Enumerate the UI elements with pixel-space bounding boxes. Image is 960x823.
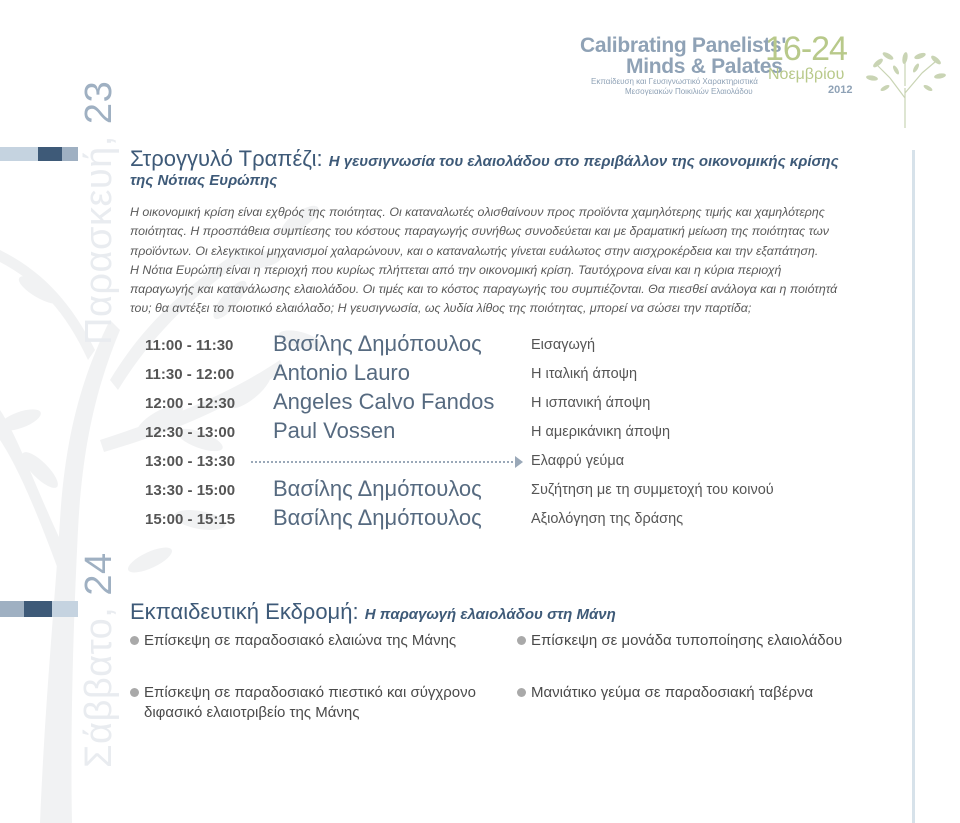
schedule-time: 12:00 - 12:30 — [145, 395, 236, 412]
schedule-time: 13:30 - 15:00 — [145, 482, 236, 499]
bullet-text: Επίσκεψη σε μονάδα τυποποίησης ελαιολάδου — [531, 632, 843, 649]
schedule-time: 11:00 - 11:30 — [145, 337, 234, 354]
intro-line: Η Νότια Ευρώπη είναι η περιοχή που κυρίως πλήττεται από την οικονομική κρίση. Ταυτόχρονα είναι και η κύρια περιοχή — [130, 262, 782, 277]
logo-subtitle-line1: Εκπαίδευση και Γευσιγνωστικό Χαρακτηριστικά — [591, 77, 758, 86]
logo-year: 2012 — [828, 84, 853, 96]
schedule-speaker: Angeles Calvo Fandos — [273, 389, 495, 414]
excursion-bullet — [144, 631, 456, 651]
schedule-speaker: Βασίλης Δημόπουλος — [273, 331, 482, 356]
day-number: 23 — [78, 80, 120, 125]
day-name: Σάββατο, — [78, 606, 120, 768]
schedule-topic: Ελαφρύ γεύμα — [531, 453, 625, 469]
schedule-time: 15:00 - 15:15 — [145, 511, 236, 528]
logo-subtitle-line2: Μεσογειακών Ποικιλιών Ελαιολάδου — [625, 87, 753, 96]
excursion-bullet — [531, 631, 842, 651]
bullet-text: Μανιάτικο γεύμα σε παραδοσιακή ταβέρνα — [531, 684, 814, 701]
excursion-heading — [130, 599, 616, 625]
olive-tree-icon — [860, 38, 950, 128]
decor-square — [38, 147, 62, 161]
roundtable-title: Στρογγυλό Τραπέζι: — [130, 146, 323, 171]
excursion-title: Εκπαιδευτική Εκδρομή: — [130, 599, 359, 624]
schedule-speaker: Antonio Lauro — [273, 360, 410, 385]
roundtable-heading — [130, 146, 839, 172]
bullet-dot-icon — [130, 688, 139, 697]
dotted-arrow-line — [251, 461, 517, 463]
logo-days: 16-24 — [765, 30, 847, 68]
intro-line: ποιότητας. Η προσπάθεια συμπίεσης του κόστους παραγωγής συνήθως συνοδεύεται και με δραματική μείωση της ποιότητας των — [130, 224, 829, 239]
decor-square — [0, 601, 24, 617]
intro-line: παραγωγής και κατανάλωσης ελαιολάδου. Οι τιμές και το κόστος παραγωγής του συμπιέζονται. Θα πιεσθεί ανάλογα και η ποιότητά — [130, 282, 838, 297]
excursion-subtitle: Η παραγωγή ελαιολάδου στη Μάνη — [364, 606, 616, 623]
logo-title-line1: Calibrating Panelists' — [580, 34, 787, 57]
bullet-text: Επίσκεψη σε παραδοσιακό πιεστικό και σύγχρονο — [144, 684, 476, 701]
bullet-dot-icon — [517, 688, 526, 697]
decor-square — [52, 601, 78, 617]
arrow-right-icon — [515, 456, 523, 468]
decor-square — [62, 147, 78, 161]
intro-line: προϊόντων. Οι ελεγκτικοί μηχανισμοί χαλαρώνουν, και ο καταναλωτής γίνεται ευάλωτος στην αισχροκέρδεια και την εξαπάτηση. — [130, 243, 819, 258]
day-number: 24 — [78, 552, 120, 596]
schedule-topic: Η ισπανική άποψη — [531, 395, 651, 411]
schedule-topic: Η αμερικάνικη άποψη — [531, 424, 671, 440]
schedule-time: 12:30 - 13:00 — [145, 424, 236, 441]
logo-title-line2: Minds & Palates — [626, 55, 783, 78]
excursion-bullet — [531, 683, 813, 703]
decor-square — [24, 601, 52, 617]
intro-line: Η οικονομική κρίση είναι εχθρός της ποιότητας. Οι καταναλωτές ολισθαίνουν προς προϊόντα χαμηλότερης τιμής και χαμηλότερης — [130, 205, 825, 219]
schedule-topic: Η ιταλική άποψη — [531, 366, 638, 382]
schedule-speaker: Βασίλης Δημόπουλος — [273, 505, 482, 530]
schedule-speaker: Βασίλης Δημόπουλος — [273, 476, 482, 501]
bullet-dot-icon — [130, 636, 139, 645]
decor-square — [0, 147, 38, 161]
schedule-time: 11:30 - 12:00 — [145, 366, 235, 383]
intro-line: του; θα αντέξει το ποιοτικό ελαιόλαδο; Η γευσιγνωσία, ως λυδία λίθος της ποιότητας, μπορεί να σώσει την παρτίδα; — [130, 301, 752, 316]
right-vertical-rule — [912, 150, 915, 823]
schedule-topic: Αξιολόγηση της δράσης — [531, 511, 684, 527]
roundtable-intro — [130, 203, 890, 319]
schedule-topic: Συζήτηση με τη συμμετοχή του κοινού — [531, 482, 774, 498]
schedule-topic: Εισαγωγή — [531, 337, 596, 353]
day-label-friday — [78, 81, 121, 345]
schedule-speaker: Paul Vossen — [273, 418, 396, 443]
event-logo — [575, 30, 955, 130]
logo-month: Νοεμβρίου — [768, 66, 845, 83]
day-name: Παρασκευή, — [78, 135, 120, 345]
excursion-bullet — [144, 683, 476, 723]
bullet-text-continued: διφασικό ελαιοτριβείο της Μάνης — [144, 704, 360, 721]
schedule-time: 13:00 - 13:30 — [145, 453, 236, 470]
roundtable-subtitle: Η γευσιγνωσία του ελαιολάδου στο περιβάλλον της οικονομικής κρίσης — [328, 153, 839, 170]
bullet-dot-icon — [517, 636, 526, 645]
bullet-text: Επίσκεψη σε παραδοσιακό ελαιώνα της Μάνης — [144, 632, 457, 649]
roundtable-subtitle-line2: της Νότιας Ευρώπης — [130, 172, 278, 189]
day-label-saturday — [78, 552, 121, 768]
